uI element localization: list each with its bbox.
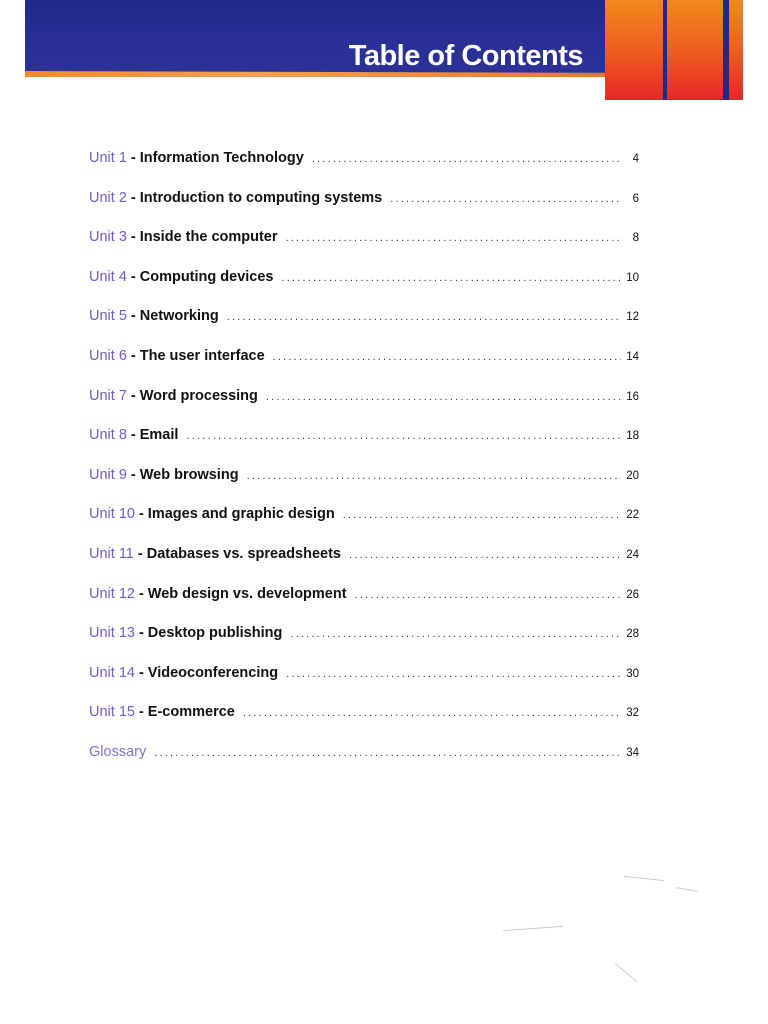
toc-entry[interactable] <box>89 665 639 705</box>
toc-title: The user interface <box>139 347 265 364</box>
toc-title: Desktop publishing <box>147 625 283 642</box>
toc-entry[interactable] <box>89 388 639 428</box>
toc-leader-dots <box>390 193 621 205</box>
toc-title: Introduction to computing systems <box>139 189 383 206</box>
toc-separator: - <box>138 664 144 681</box>
scan-artifact <box>615 963 637 982</box>
toc-page-number: 24 <box>626 548 639 561</box>
toc-entry[interactable] <box>89 348 639 388</box>
toc-entry-glossary[interactable] <box>89 744 639 784</box>
toc-separator: - <box>130 466 136 483</box>
toc-unit-label: Unit 4 <box>89 268 127 285</box>
toc-unit-label: Unit 1 <box>89 150 127 166</box>
toc-separator: - <box>138 506 144 523</box>
toc-entry[interactable] <box>89 190 639 230</box>
banner-stripe <box>605 0 663 100</box>
toc-page-number: 22 <box>626 509 639 522</box>
toc-title: Web browsing <box>139 466 239 483</box>
toc-leader-dots <box>281 272 621 284</box>
toc-unit-label: Unit 12 <box>89 585 135 602</box>
toc-title: Networking <box>139 308 219 325</box>
toc-leader-dots <box>273 351 621 363</box>
toc-separator: - <box>130 150 136 166</box>
toc-title: Word processing <box>139 387 258 404</box>
toc-leader-dots <box>355 589 621 601</box>
toc-unit-label: Unit 2 <box>89 189 127 206</box>
toc-page-number: 8 <box>632 232 639 245</box>
toc-page-number: 20 <box>626 469 639 482</box>
toc-separator: - <box>130 308 136 325</box>
toc-separator: - <box>138 625 144 642</box>
toc-unit-label: Unit 13 <box>89 625 135 642</box>
toc-unit-label: Unit 8 <box>89 427 127 444</box>
toc-leader-dots <box>227 311 621 323</box>
toc-unit-label: Unit 6 <box>89 347 127 364</box>
toc-entry[interactable] <box>89 506 639 546</box>
toc-separator: - <box>130 387 136 404</box>
toc-separator: - <box>138 704 144 721</box>
toc-title: Databases vs. spreadsheets <box>146 545 341 562</box>
toc-unit-label: Unit 7 <box>89 387 127 404</box>
table-of-contents <box>89 150 639 784</box>
toc-separator: - <box>130 189 136 206</box>
toc-page-number: 10 <box>626 271 639 284</box>
scan-artifact <box>503 926 563 931</box>
toc-leader-dots <box>286 232 621 244</box>
toc-leader-dots <box>312 153 621 165</box>
toc-separator: - <box>130 268 136 285</box>
toc-page-number: 34 <box>626 746 639 759</box>
toc-page-number: 28 <box>626 628 639 641</box>
toc-entry[interactable] <box>89 467 639 507</box>
toc-separator: - <box>130 347 136 364</box>
toc-page-number: 18 <box>626 430 639 443</box>
toc-entry[interactable] <box>89 586 639 626</box>
toc-entry[interactable] <box>89 308 639 348</box>
toc-unit-label: Unit 5 <box>89 308 127 325</box>
header-banner <box>25 0 743 100</box>
toc-separator: - <box>130 427 136 444</box>
toc-unit-label: Unit 15 <box>89 704 135 721</box>
toc-title: Images and graphic design <box>147 506 335 523</box>
toc-page-number: 12 <box>626 311 639 324</box>
toc-title: Web design vs. development <box>147 585 347 602</box>
page-title: Table of Contents <box>348 40 583 72</box>
toc-entry[interactable] <box>89 625 639 665</box>
toc-title: Videoconferencing <box>147 664 279 681</box>
toc-title: Computing devices <box>139 268 274 285</box>
toc-title: Email <box>139 427 179 444</box>
toc-leader-dots <box>186 430 621 442</box>
toc-separator: - <box>138 585 144 602</box>
banner-stripe <box>729 0 743 100</box>
toc-unit-label: Unit 14 <box>89 664 135 681</box>
scan-artifact <box>676 887 698 892</box>
toc-title: E-commerce <box>147 704 235 721</box>
toc-leader-dots <box>286 668 621 680</box>
toc-entry[interactable] <box>89 150 639 190</box>
banner-stripe <box>667 0 723 100</box>
toc-page-number: 32 <box>626 707 639 720</box>
toc-entry[interactable] <box>89 269 639 309</box>
toc-title: Information Technology <box>139 150 304 166</box>
toc-leader-dots <box>266 391 621 403</box>
toc-entry[interactable] <box>89 546 639 586</box>
toc-page-number: 16 <box>626 390 639 403</box>
toc-leader-dots <box>343 509 621 521</box>
toc-page-number: 26 <box>626 588 639 601</box>
toc-unit-label: Unit 3 <box>89 229 127 246</box>
toc-unit-label: Unit 10 <box>89 506 135 523</box>
toc-page-number: 14 <box>626 350 639 363</box>
toc-leader-dots <box>349 549 621 561</box>
toc-leader-dots <box>154 747 621 759</box>
toc-page-number: 6 <box>632 192 639 205</box>
toc-unit-label: Unit 11 <box>89 545 134 562</box>
toc-title: Inside the computer <box>139 229 278 246</box>
toc-glossary-label: Glossary <box>89 743 147 760</box>
toc-separator: - <box>137 545 143 562</box>
toc-leader-dots <box>290 628 621 640</box>
toc-page-number: 30 <box>626 667 639 680</box>
toc-unit-label: Unit 9 <box>89 466 127 483</box>
toc-entry[interactable] <box>89 229 639 269</box>
toc-leader-dots <box>243 707 621 719</box>
toc-page-number: 4 <box>632 153 639 165</box>
scan-artifact <box>624 876 664 881</box>
toc-entry[interactable] <box>89 704 639 744</box>
toc-entry[interactable] <box>89 427 639 467</box>
toc-leader-dots <box>247 470 621 482</box>
toc-separator: - <box>130 229 136 246</box>
